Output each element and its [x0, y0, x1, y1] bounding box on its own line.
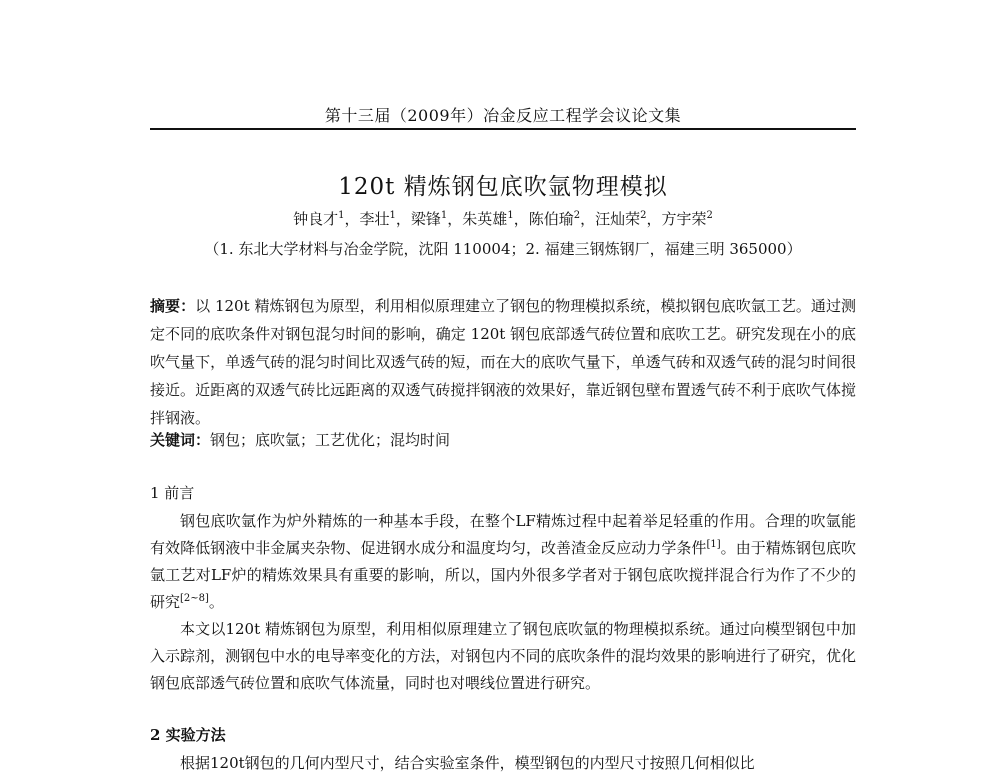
paper-title: 120t 精炼钢包底吹氩物理模拟 — [338, 174, 668, 200]
author-affiliation-marker: 1 — [338, 210, 345, 221]
header-rule — [150, 128, 856, 130]
abstract — [150, 292, 856, 432]
author-affiliation-marker: 2 — [706, 210, 713, 221]
author-name: 钟良才 — [293, 210, 339, 228]
keywords-label: 关键词： — [150, 431, 211, 449]
affiliations: （1. 东北大学材料与冶金学院，沈阳 110004；2. 福建三钢炼钢厂，福建三明 365000） — [204, 240, 802, 258]
author-separator: ， — [344, 210, 360, 228]
author-separator: ， — [580, 210, 596, 228]
author-separator: ， — [395, 210, 411, 228]
paragraph: 本文以120t 精炼钢包为原型，利用相似原理建立了钢包底吹氩的物理模拟系统。通过向模型钢包中加入示踪剂，测钢包中水的电导率变化的方法，对钢包内不同的底吹条件的混均效果的影响进行了研究，优化钢包底部透气砖位置和底吹气体流量，同时也对喂线位置进行研究。 — [150, 620, 856, 692]
author-separator: ， — [646, 210, 662, 228]
author-separator: ， — [447, 210, 463, 228]
author-affiliation-marker: 1 — [507, 210, 514, 221]
author-affiliation-marker: 2 — [640, 210, 647, 221]
author-name: 汪灿荣 — [595, 210, 641, 228]
keywords-text: 钢包；底吹氩；工艺优化；混均时间 — [210, 431, 451, 449]
author-list — [150, 208, 856, 229]
abstract-text: 以 120t 精炼钢包为原型，利用相似原理建立了钢包的物理模拟系统，模拟钢包底吹氩工艺。通过测定不同的底吹条件对钢包混匀时间的影响，确定 120t 钢包底部透气砖位置和底吹工艺。研究发现在小的底吹气量下，单透气砖的混匀时间比双透气砖的短，而在大的底吹气量下，单透气砖和双透气砖的混匀时间很接近。近距离的双透气砖比远距离的双透气砖搅拌钢液的效果好，靠近钢包壁布置透气砖不利于底吹气体搅拌钢液。 — [150, 297, 856, 427]
paragraph-text: 。 — [208, 593, 224, 611]
author-name: 陈伯瑜 — [528, 210, 574, 228]
section-heading-methods: 2 实验方法 — [150, 726, 226, 744]
paragraph: 根据120t钢包的几何内型尺寸，结合实验室条件，模型钢包的内型尺寸按照几何相似比 — [180, 754, 755, 772]
running-header: 第十三届（2009年）冶金反应工程学会议论文集 — [324, 106, 682, 125]
keywords — [150, 427, 856, 453]
author-separator: ， — [513, 210, 529, 228]
paragraph — [150, 508, 856, 616]
author-name: 梁锋 — [410, 210, 441, 228]
paragraph-text: 。由于精炼钢包底吹氩工艺对LF炉的精炼效果具有重要的影响，所以，国内外很多学者对于钢包底吹搅拌混合行为作了不少的研究 — [150, 539, 856, 611]
author-affiliation-marker: 2 — [573, 210, 581, 221]
author-affiliation-marker: 1 — [389, 210, 396, 221]
paragraph-text: 钢包底吹氩作为炉外精炼的一种基本手段，在整个LF精炼过程中起着举足轻重的作用。合理的吹氩能有效降低钢液中非金属夹杂物、促进钢水成分和温度均匀，改善渣金反应动力学条件 — [150, 512, 856, 557]
abstract-label: 摘要： — [150, 297, 196, 315]
author-name: 方宇荣 — [661, 210, 707, 228]
citation: [2~8] — [180, 593, 209, 604]
author-name: 朱英雄 — [462, 210, 508, 228]
section-heading-introduction: 1 前言 — [150, 484, 195, 502]
citation: [1] — [706, 539, 721, 550]
author-affiliation-marker: 1 — [440, 210, 448, 221]
author-name: 李壮 — [359, 210, 390, 228]
